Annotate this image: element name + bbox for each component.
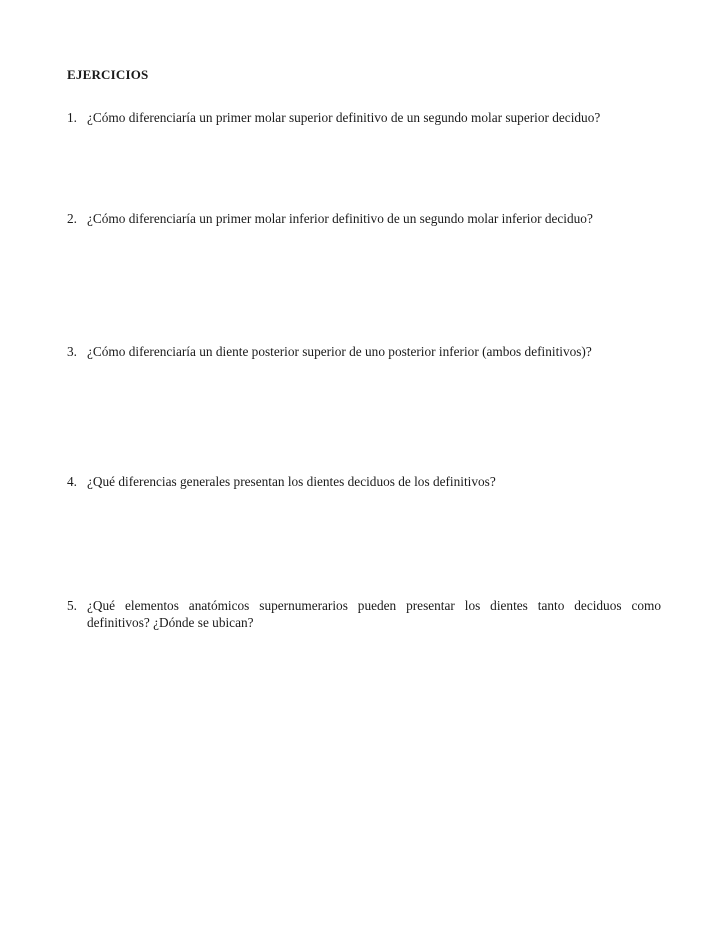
question-text: ¿Qué elementos anatómicos supernumerarios pueden presentar los dientes tanto deciduos como definitivos? ¿Dónde se ubican?: [87, 598, 661, 630]
question-number: 5.: [67, 598, 77, 613]
question-4: [67, 473, 661, 490]
question-text: ¿Cómo diferenciaría un diente posterior superior de uno posterior inferior (ambos definitivos)?: [87, 344, 592, 359]
question-1: [67, 109, 661, 126]
question-text: ¿Cómo diferenciaría un primer molar inferior definitivo de un segundo molar inferior deciduo?: [87, 211, 593, 226]
question-3: [67, 343, 661, 360]
question-number: 3.: [67, 344, 77, 359]
question-number: 2.: [67, 211, 77, 226]
question-5: [67, 597, 661, 631]
question-2: [67, 210, 661, 227]
question-text: ¿Qué diferencias generales presentan los dientes deciduos de los definitivos?: [87, 474, 496, 489]
question-number: 4.: [67, 474, 77, 489]
page-title: EJERCICIOS: [67, 67, 149, 82]
question-text: ¿Cómo diferenciaría un primer molar superior definitivo de un segundo molar superior deciduo?: [87, 110, 601, 125]
question-number: 1.: [67, 110, 77, 125]
